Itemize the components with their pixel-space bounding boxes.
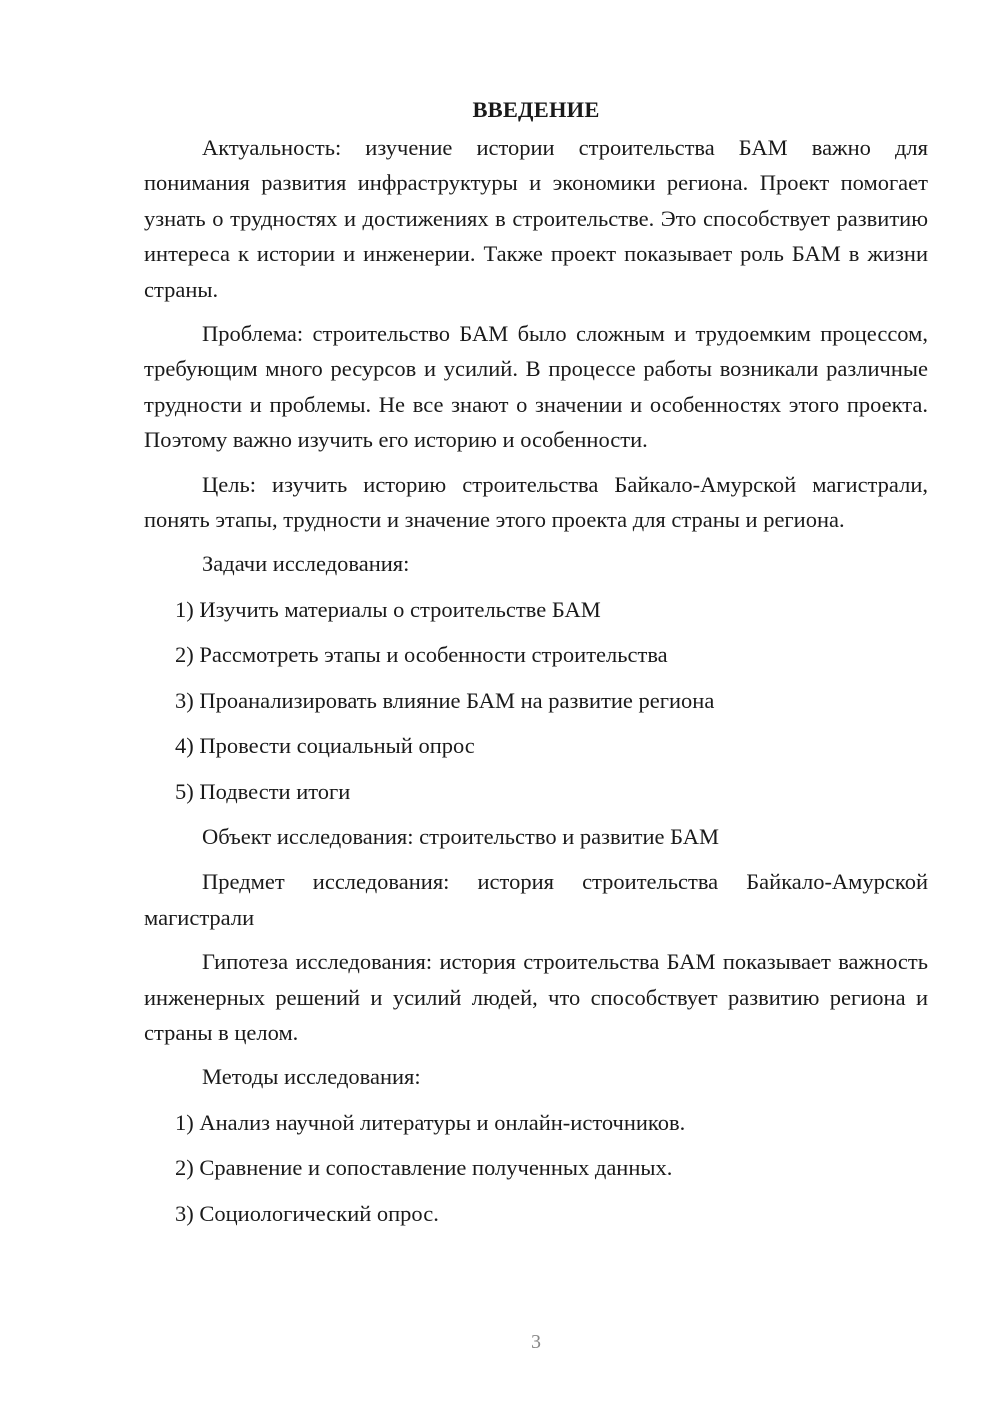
problem-paragraph: Проблема: строительство БАМ было сложным и трудоемким процессом, требующим много ресурсов и усилий. В процессе работы возникали различные трудности и проблемы. Не все знают о значении и особенностях этого проекта. Поэтому важно изучить его историю и особенности. xyxy=(144,321,928,453)
list-item: 2) Сравнение и сопоставление полученных данных. xyxy=(175,1155,673,1181)
page-number: 3 xyxy=(531,1331,541,1353)
list-item: 5) Подвести итоги xyxy=(175,778,351,804)
tasks-heading: Задачи исследования: xyxy=(202,551,410,577)
list-item: 3) Проанализировать влияние БАМ на развитие региона xyxy=(175,687,715,713)
section-title: ВВЕДЕНИЕ xyxy=(472,97,600,122)
object-line: Объект исследования: строительство и развитие БАМ xyxy=(202,823,720,849)
tasks-list xyxy=(144,592,928,809)
subject-paragraph: Предмет исследования: история строительства Байкало-Амурской магистрали xyxy=(144,869,928,930)
goal-paragraph: Цель: изучить историю строительства Байкало-Амурской магистрали, понять этапы, трудности и значение этого проекта для страны и региона. xyxy=(144,471,928,533)
methods-list xyxy=(144,1105,928,1231)
document-page xyxy=(144,92,928,1241)
list-item: 1) Анализ научной литературы и онлайн-источников. xyxy=(175,1109,686,1135)
list-item: 3) Социологический опрос. xyxy=(175,1200,439,1226)
relevance-paragraph: Актуальность: изучение истории строительства БАМ важно для понимания развития инфраструктуры и экономики региона. Проект помогает узнать о трудностях и достижениях в строительстве. Это способствует развитию интереса к истории и инженерии. Также проект показывает роль БАМ в жизни страны. xyxy=(144,135,928,302)
list-item: 1) Изучить материалы о строительстве БАМ xyxy=(175,596,601,622)
hypothesis-paragraph: Гипотеза исследования: история строительства БАМ показывает важность инженерных решений и усилий людей, что способствует развитию региона и страны в целом. xyxy=(144,949,928,1045)
methods-heading: Методы исследования: xyxy=(202,1064,421,1090)
list-item: 2) Рассмотреть этапы и особенности строительства xyxy=(175,642,668,668)
list-item: 4) Провести социальный опрос xyxy=(175,733,475,759)
